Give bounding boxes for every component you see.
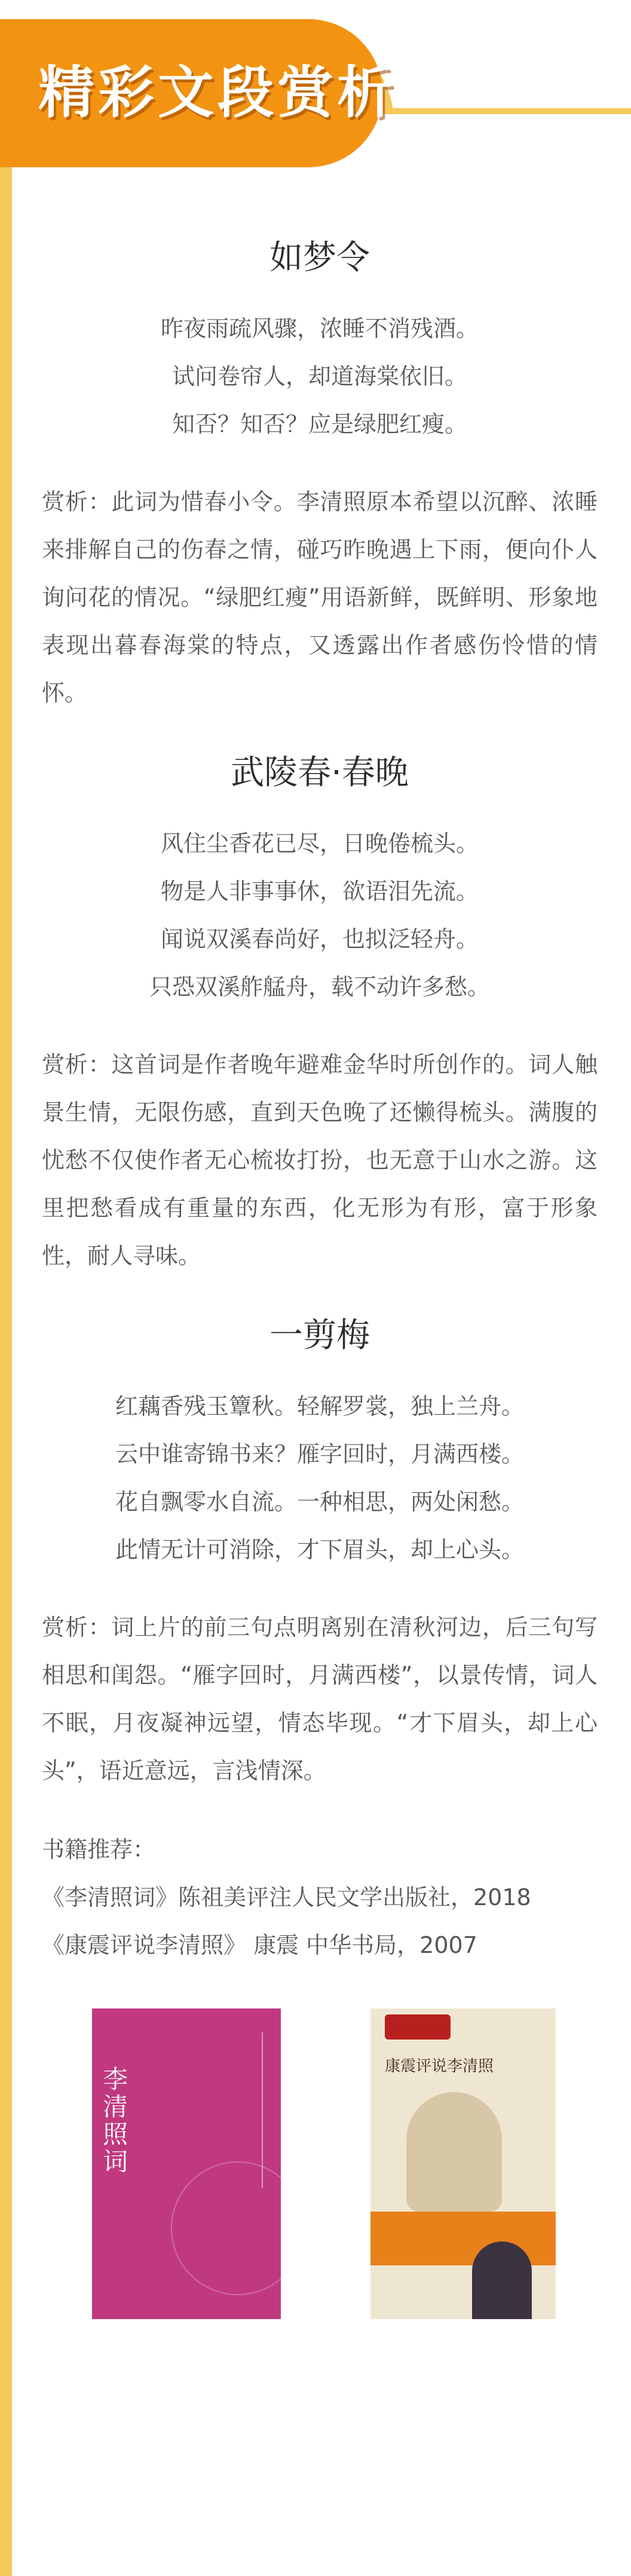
poem-line: 只恐双溪舴艋舟，载不动许多愁。: [149, 974, 490, 1000]
poem-lines: [42, 305, 598, 448]
poem-line: 试问卷帘人，却道海棠依旧。: [171, 363, 467, 390]
cover-decoration: [171, 2161, 281, 2295]
frame-top-line: [370, 108, 631, 114]
cctv-logo-icon: [385, 2014, 451, 2040]
poem-line: 云中谁寄锦书来？雁字回时，月满西楼。: [115, 1441, 524, 1467]
poem-line: 昨夜雨疏风骤，浓睡不消残酒。: [160, 315, 479, 342]
book-recommendations: [42, 1826, 598, 1969]
poem-lines: [42, 1382, 598, 1574]
cover-title: 康震评说李清照: [385, 2057, 494, 2075]
poem-line: 闻说双溪春尚好，也拟泛轻舟。: [160, 926, 479, 952]
poem-line: 风住尘香花已尽，日晚倦梳头。: [160, 830, 479, 857]
poem-analysis: 赏析：此词为惜春小令。李清照原本希望以沉醉、浓睡来排解自己的伤春之情，碰巧昨晚遇上下雨，便向仆人询问花的情况。“绿肥红瘦”用语新鲜，既鲜明、形象地表现出暮春海棠的特点，又透露出作者感伤怜惜的情怀。: [42, 489, 598, 706]
cover-figure-illustration: [406, 2092, 502, 2212]
poem-title: 一剪梅: [269, 1316, 370, 1355]
book-cover-li-qingzhao-ci: [92, 2008, 281, 2319]
poem-section-wulingchun: [42, 748, 598, 1280]
poem-line: 物是人非事事休，欲语泪先流。: [160, 878, 479, 904]
poem-section-yijianmei: [42, 1311, 598, 1795]
article-body: [42, 233, 598, 2331]
cover-speaker-photo: [472, 2241, 532, 2319]
poem-line: 红藕香残玉簟秋。轻解罗裳，独上兰舟。: [115, 1393, 524, 1419]
book-covers: [42, 2008, 598, 2331]
poem-line: 花自飘零水自流。一种相思，两处闲愁。: [115, 1489, 524, 1515]
frame-left-border: [0, 192, 12, 2576]
cover-title: 李清照词: [99, 2066, 128, 2176]
poem-analysis: 赏析：这首词是作者晚年避难金华时所创作的。词人触景生情，无限伤感，直到天色晚了还懒得梳头。满腹的忧愁不仅使作者无心梳妆打扮，也无意于山水之游。这里把愁看成有重量的东西，化无形为有形，富于形象性，耐人寻味。: [42, 1051, 598, 1269]
poem-line: 此情无计可消除，才下眉头，却上心头。: [115, 1537, 524, 1563]
book-cover-kangzhen: [370, 2008, 556, 2319]
poem-analysis: 赏析：词上片的前三句点明离别在清秋河边，后三句写相思和闺怨。“雁字回时，月满西楼”，以景传情，词人不眠，月夜凝神远望，情态毕现。“才下眉头，却上心头”，语近意远，言浅情深。: [42, 1614, 598, 1784]
poem-title: 武陵春·春晚: [231, 753, 409, 792]
page-title: 精彩文段赏析: [38, 60, 397, 125]
book-item: 《康震评说李清照》 康震 中华书局，2007: [42, 1932, 477, 1958]
poem-title: 如梦令: [269, 238, 370, 277]
books-heading: 书籍推荐：: [42, 1836, 156, 1863]
book-item: 《李清照词》陈祖美评注人民文学出版社，2018: [42, 1884, 531, 1910]
poem-lines: [42, 820, 598, 1011]
poem-line: 知否？知否？应是绿肥红瘦。: [171, 411, 467, 437]
poem-section-rumengling: [42, 233, 598, 717]
